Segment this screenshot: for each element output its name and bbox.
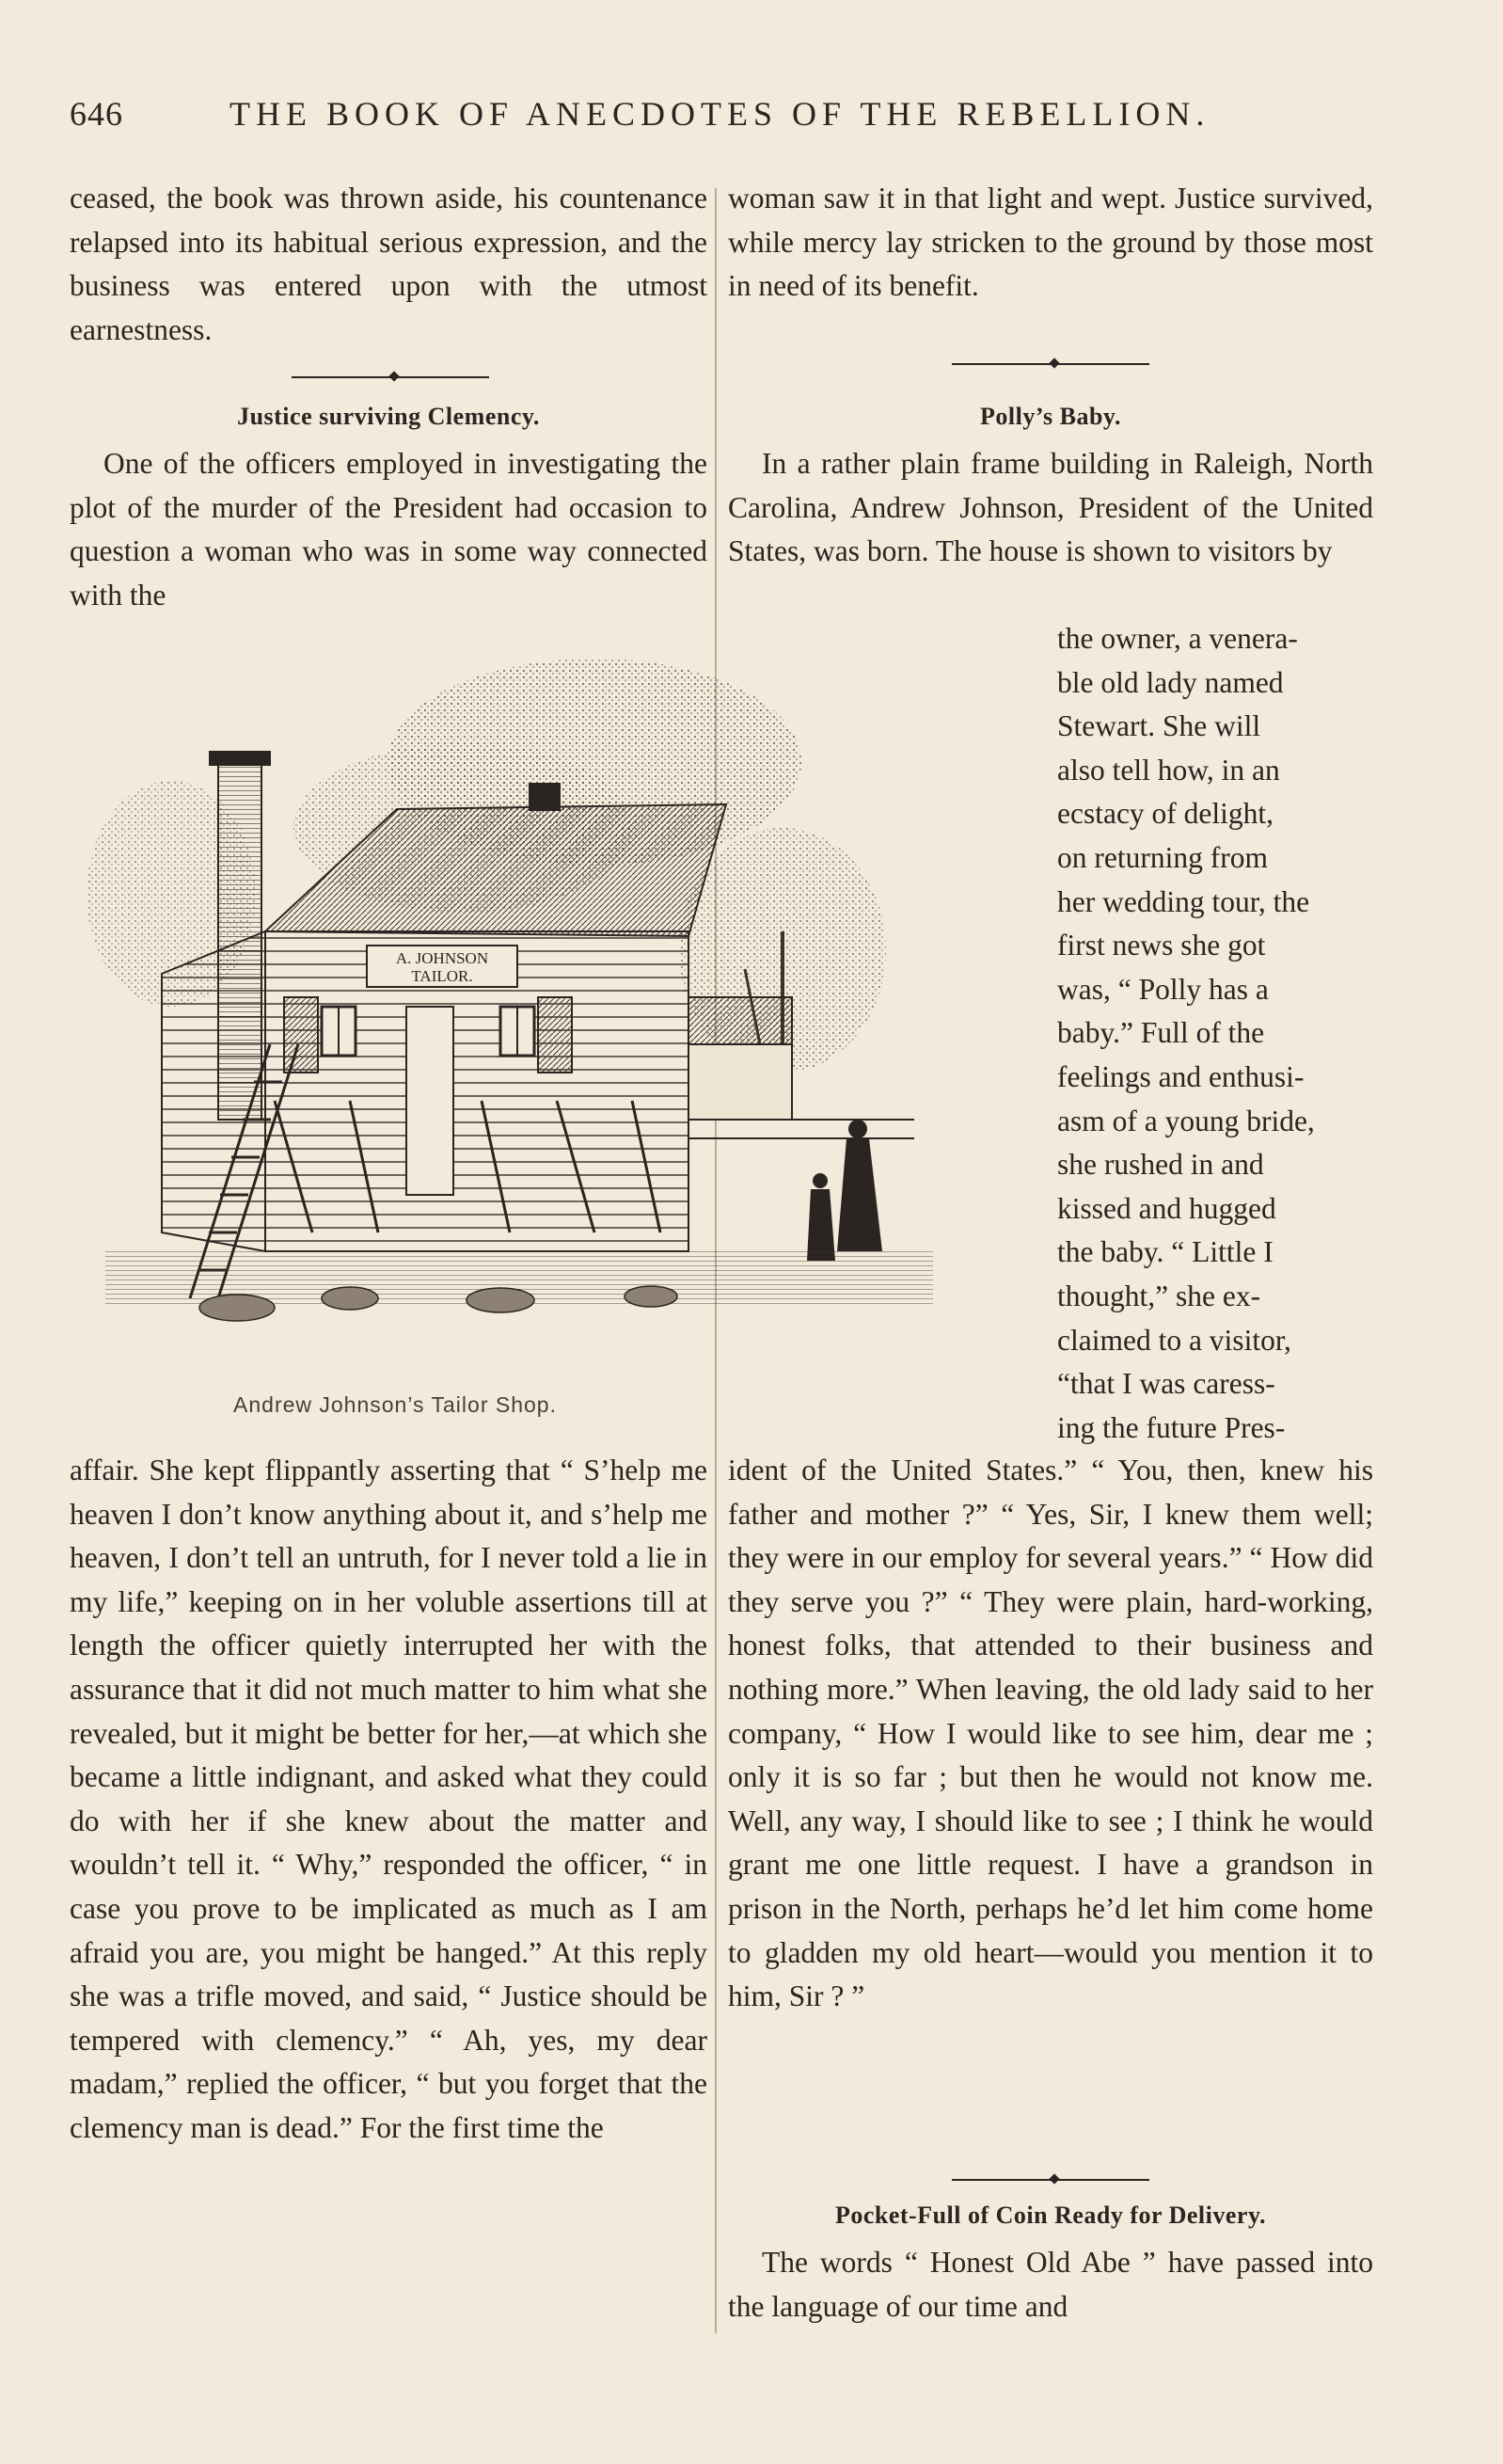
wrap-line: first news she got bbox=[1057, 929, 1266, 962]
wrap-text-column bbox=[1057, 617, 1373, 1450]
page-number: 646 bbox=[70, 95, 123, 133]
wrap-line: the baby. “ Little I bbox=[1057, 1235, 1274, 1269]
wrap-line: on returning from bbox=[1057, 840, 1268, 874]
wrap-line: feelings and enthusi- bbox=[1057, 1059, 1305, 1093]
paragraph-officers: One of the officers employed in investigating the plot of the murder of the President had occasion to question a woman who was in some way connected with the bbox=[70, 447, 707, 612]
left-column-intro bbox=[70, 442, 707, 617]
left-column-top bbox=[70, 177, 707, 352]
shutter bbox=[284, 997, 318, 1073]
right-column-final bbox=[728, 2241, 1373, 2329]
wrap-line: ble old lady named bbox=[1057, 665, 1284, 699]
wrap-line: she rushed in and bbox=[1057, 1148, 1264, 1182]
tailor-shop-engraving bbox=[68, 649, 1035, 1402]
figures bbox=[807, 1120, 882, 1261]
wrap-line: was, “ Polly has a bbox=[1057, 972, 1269, 1006]
wrap-line: kissed and hugged bbox=[1057, 1191, 1276, 1225]
wrap-line: thought,” she ex- bbox=[1057, 1279, 1261, 1312]
rule-diamond-icon bbox=[1049, 2173, 1059, 2184]
paragraph-raleigh: In a rather plain frame building in Raleigh, North Carolina, Andrew Johnson, President of the United States, was born. The house is shown to visitors by bbox=[728, 447, 1373, 568]
section-rule bbox=[952, 363, 1149, 365]
paragraph-ident: ident of the United States.” “ You, then, knew his father and mother ?” “ Yes, Sir, I knew them well; they were in our employ for several years.” “ How did they serve you ?” “ They were plain, hard-working, honest folks, that attended to their business and nothing more.” When leaving, the old lady said to her company, “ How I would like to see him, dear me ; only it is so far ; but then he would not know me. Well, any way, I should like to see ; I think he would grant me one little request. I have a grandson in prison in the North, perhaps he’d let him come home to gladden my old heart—would you mention it to him, Sir ? ” bbox=[728, 1454, 1373, 2013]
wrap-line: ing the future Pres- bbox=[1057, 1410, 1286, 1444]
section-rule bbox=[952, 2179, 1149, 2181]
shop-sign-line1: A. JOHNSON bbox=[395, 949, 489, 967]
page-header bbox=[70, 94, 1377, 151]
illustration-caption: Andrew Johnson’s Tailor Shop. bbox=[233, 1392, 557, 1417]
rule-diamond-icon bbox=[388, 371, 399, 381]
wrap-line: “that I was caress- bbox=[1057, 1367, 1275, 1401]
heading-pocket-full-of-coin: Pocket-Full of Coin Ready for Delivery. bbox=[834, 2202, 1267, 2229]
wrap-line: the owner, a venera- bbox=[1057, 622, 1298, 655]
heading-justice-surviving-clemency: Justice surviving Clemency. bbox=[237, 403, 540, 430]
rule-diamond-icon bbox=[1049, 358, 1059, 368]
paragraph-ceased: ceased, the book was thrown aside, his countenance relapsed into its habitual serious expression, and the business was entered upon with the utmost earnestness. bbox=[70, 182, 707, 346]
heading-pollys-baby: Polly’s Baby. bbox=[979, 403, 1121, 430]
wrap-line: also tell how, in an bbox=[1057, 753, 1280, 787]
wrap-line: asm of a young bride, bbox=[1057, 1104, 1315, 1137]
shutter bbox=[538, 997, 572, 1073]
shop-sign-line2: TAILOR. bbox=[411, 967, 473, 985]
door bbox=[406, 1007, 453, 1195]
paragraph-honest-old-abe: The words “ Honest Old Abe ” have passed into the language of our time and bbox=[728, 2246, 1373, 2323]
section-rule bbox=[292, 376, 489, 378]
wrap-line: ecstacy of delight, bbox=[1057, 797, 1274, 831]
paragraph-affair: affair. She kept flippantly asserting that “ S’help me heaven I don’t know anything about it, and s’help me heaven, I don’t tell an untruth, for I never told a lie in my life,” keeping on in her voluble assertions till at length the officer quietly interrupted her with the assurance that it did not much matter to him what she revealed, but it might be better for her,—at which she became a little indignant, and asked what they could do with her if she knew about the matter and wouldn’t tell it. “ Why,” responded the officer, “ in case you prove to be implicated as much as I am afraid you are, you might be hanged.” At this reply she was a trifle moved, and said, “ Justice should be tempered with clemency.” “ Ah, yes, my dear madam,” replied the officer, “ but you forget that the clemency man is dead.” For the first time the bbox=[70, 1454, 707, 2144]
running-title: THE BOOK OF ANECDOTES OF THE REBELLION. bbox=[229, 95, 1210, 133]
right-column-intro bbox=[728, 442, 1373, 574]
wrap-line: her wedding tour, the bbox=[1057, 884, 1310, 918]
wrap-line: baby.” Full of the bbox=[1057, 1016, 1265, 1050]
right-column-top bbox=[728, 177, 1373, 309]
wrap-line: claimed to a visitor, bbox=[1057, 1323, 1291, 1357]
right-column-bottom bbox=[728, 1449, 1373, 2019]
left-column-bottom bbox=[70, 1449, 707, 2151]
paragraph-woman-wept: woman saw it in that light and wept. Justice survived, while mercy lay stricken to the ground by those most in need of its benefit. bbox=[728, 182, 1373, 303]
wrap-line: Stewart. She will bbox=[1057, 709, 1261, 743]
